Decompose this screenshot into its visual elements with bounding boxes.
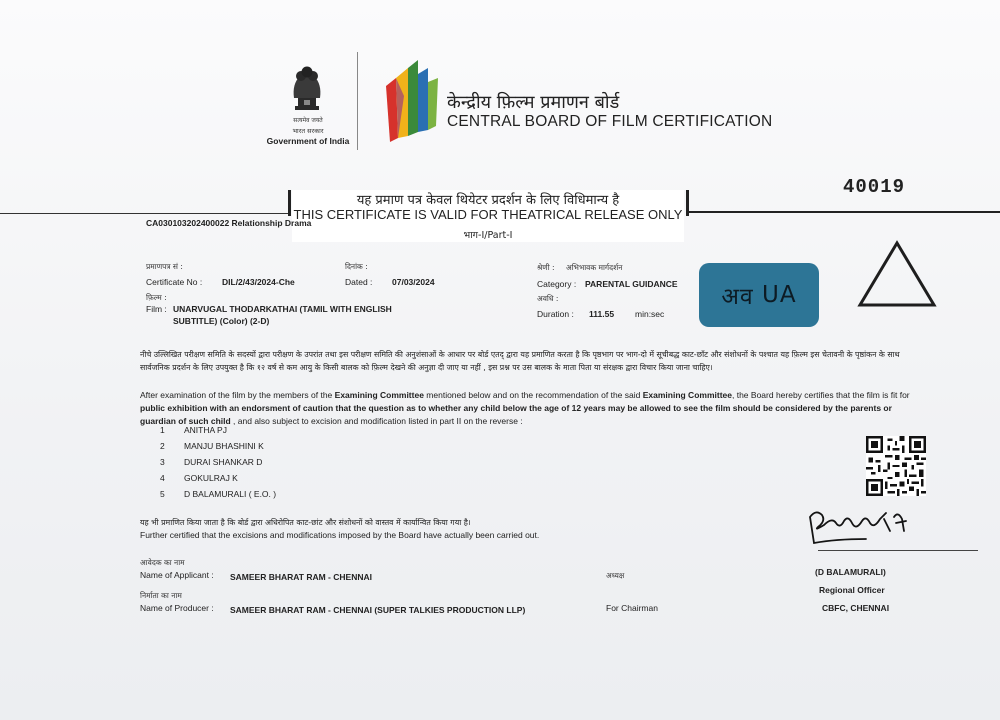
producer-value: SAMEER BHARAT RAM - CHENNAI (SUPER TALKIES PRODUCTION LLP) [230,605,526,615]
film-hindi: फ़िल्म : [146,293,167,302]
member-name: ANITHA PJ [184,425,227,435]
category-hindi-value: अभिभावक मार्गदर्शन [566,263,623,272]
validity-bracket-left [288,190,291,216]
board-name-hindi: केन्द्रीय फ़िल्म प्रमाणन बोर्ड [447,92,620,113]
category-value: PARENTAL GUIDANCE [585,279,678,289]
part-label: भाग-I/Part-I [463,230,513,241]
member-number: 3 [160,457,165,467]
validity-english: THIS CERTIFICATE IS VALID FOR THEATRICAL RELEASE ONLY [293,207,683,222]
rating-english: UA [762,282,797,308]
member-number: 2 [160,441,165,451]
member-name: MANJU BHASHINI K [184,441,264,451]
member-name: GOKULRAJ K [184,473,238,483]
duration-hindi: अवधि : [537,294,559,303]
officer-title: Regional Officer [819,585,885,595]
board-name-english: CENTRAL BOARD OF FILM CERTIFICATION [447,113,773,130]
film-title-line1: UNARVUGAL THODARKATHAI (TAMIL WITH ENGLISH [173,304,392,314]
member-name: D BALAMURALI ( E.O. ) [184,489,277,499]
para-text-1: After examination of the film by the members of the [140,390,335,400]
rule-right [688,211,1000,213]
cert-no-hindi: प्रमाणपत्र सं : [146,262,183,271]
further-certified-hindi: यह भी प्रमाणित किया जाता है कि बोर्ड द्वारा अधिरोपित काट-छांट और संशोधनों को वास्तव में कार्यान्वित किया गया है। [140,518,471,527]
duration-value: 111.55 [589,309,615,319]
government-hindi: भारत सरकार [292,127,324,135]
member-number: 1 [160,425,165,435]
triangle-symbol-icon [857,240,937,308]
applicant-value: SAMEER BHARAT RAM - CHENNAI [230,572,372,582]
officer-name: (D BALAMURALI) [815,567,886,577]
rating-badge [699,263,819,327]
category-hindi-label: श्रेणी : [537,263,555,272]
chairman-hindi: अध्यक्ष [606,571,625,580]
para-bold-2: Examining Committee [642,390,732,400]
government-of-india: Government of India [266,136,350,146]
member-number: 4 [160,473,165,483]
cbfc-logo-icon [382,56,444,148]
signature [806,505,916,547]
applicant-label: Name of Applicant : [140,570,214,580]
producer-label: Name of Producer : [140,603,214,613]
producer-hindi: निर्माता का नाम [140,591,182,600]
member-number: 5 [160,489,165,499]
para-text-3: , the Board hereby certifies that the film is fit for [732,390,910,400]
category-label: Category : [537,279,577,289]
officer-office: CBFC, CHENNAI [822,603,890,613]
rating-hindi: अव [721,284,754,310]
reference-code: CA030103202400022 Relationship Drama [146,218,312,228]
for-chairman: For Chairman [606,603,658,613]
member-name: DURAI SHANKAR D [184,457,263,467]
dated-label: Dated : [345,277,373,287]
duration-label: Duration : [537,309,574,319]
para-bold-1: Examining Committee [334,390,424,400]
dated-hindi: दिनांक : [345,262,368,271]
certificate-serial-number: 40019 [843,176,906,198]
validity-bracket-right [686,190,689,216]
qr-code-icon [866,436,926,496]
para-text-4: , and also subject to excision and modification listed in part II on the reverse : [230,416,523,426]
certification-text-english [140,389,910,428]
dated-value: 07/03/2024 [392,277,435,287]
signature-line [818,550,978,551]
header-divider [357,52,358,150]
cert-no-value: DIL/2/43/2024-Che [222,277,295,287]
national-emblem-icon [282,62,332,118]
rule-left [0,213,290,214]
emblem-motto: सत्यमेव जयते [293,117,323,124]
para-bold-3: public exhibition with an endorsment of caution that the question as to whether any child below the age of 12 years may be allowed to see the film should be considered by the parents or guardian of such child [140,403,892,426]
cert-no-label: Certificate No : [146,277,203,287]
film-label: Film : [146,304,167,314]
duration-unit: min:sec [635,309,665,319]
applicant-hindi: आवेदक का नाम [140,558,185,567]
para-text-2: mentioned below and on the recommendation of the said [423,390,643,400]
film-title-line2: SUBTITLE) (Color) (2-D) [173,316,270,326]
further-certified-english: Further certified that the excisions and modifications imposed by the Board have actually been carried out. [140,530,540,540]
validity-hindi: यह प्रमाण पत्र केवल थियेटर प्रदर्शन के लिए विधिमान्य है [356,193,620,208]
certification-text-hindi: नीचे उल्लिखित परीक्षण समिति के सदस्यों द्वारा परीक्षण के उपरांत तथा इस परीक्षण समिति की अनुशंसाओं के आधार पर बोर्ड एतद् द्वारा यह प्रमाणित करता है कि पृष्ठभाग पर भाग-दो में सूचीबद्ध काट-छाँट और संशोधनों के पश्चात यह फ़िल्म इस चेतावनी के पृष्ठांकन के साथ सार्वजनिक प्रदर्शन के लिए उपयुक्त है कि १२ वर्ष से कम आयु के किसी बालक को फ़िल्म देखने की अनुज्ञा दी जाए या नहीं , इस प्रश्न पर उस बालक के माता पिता या संरक्षक द्वारा विचार किया जाना चाहिए। [140,350,900,372]
